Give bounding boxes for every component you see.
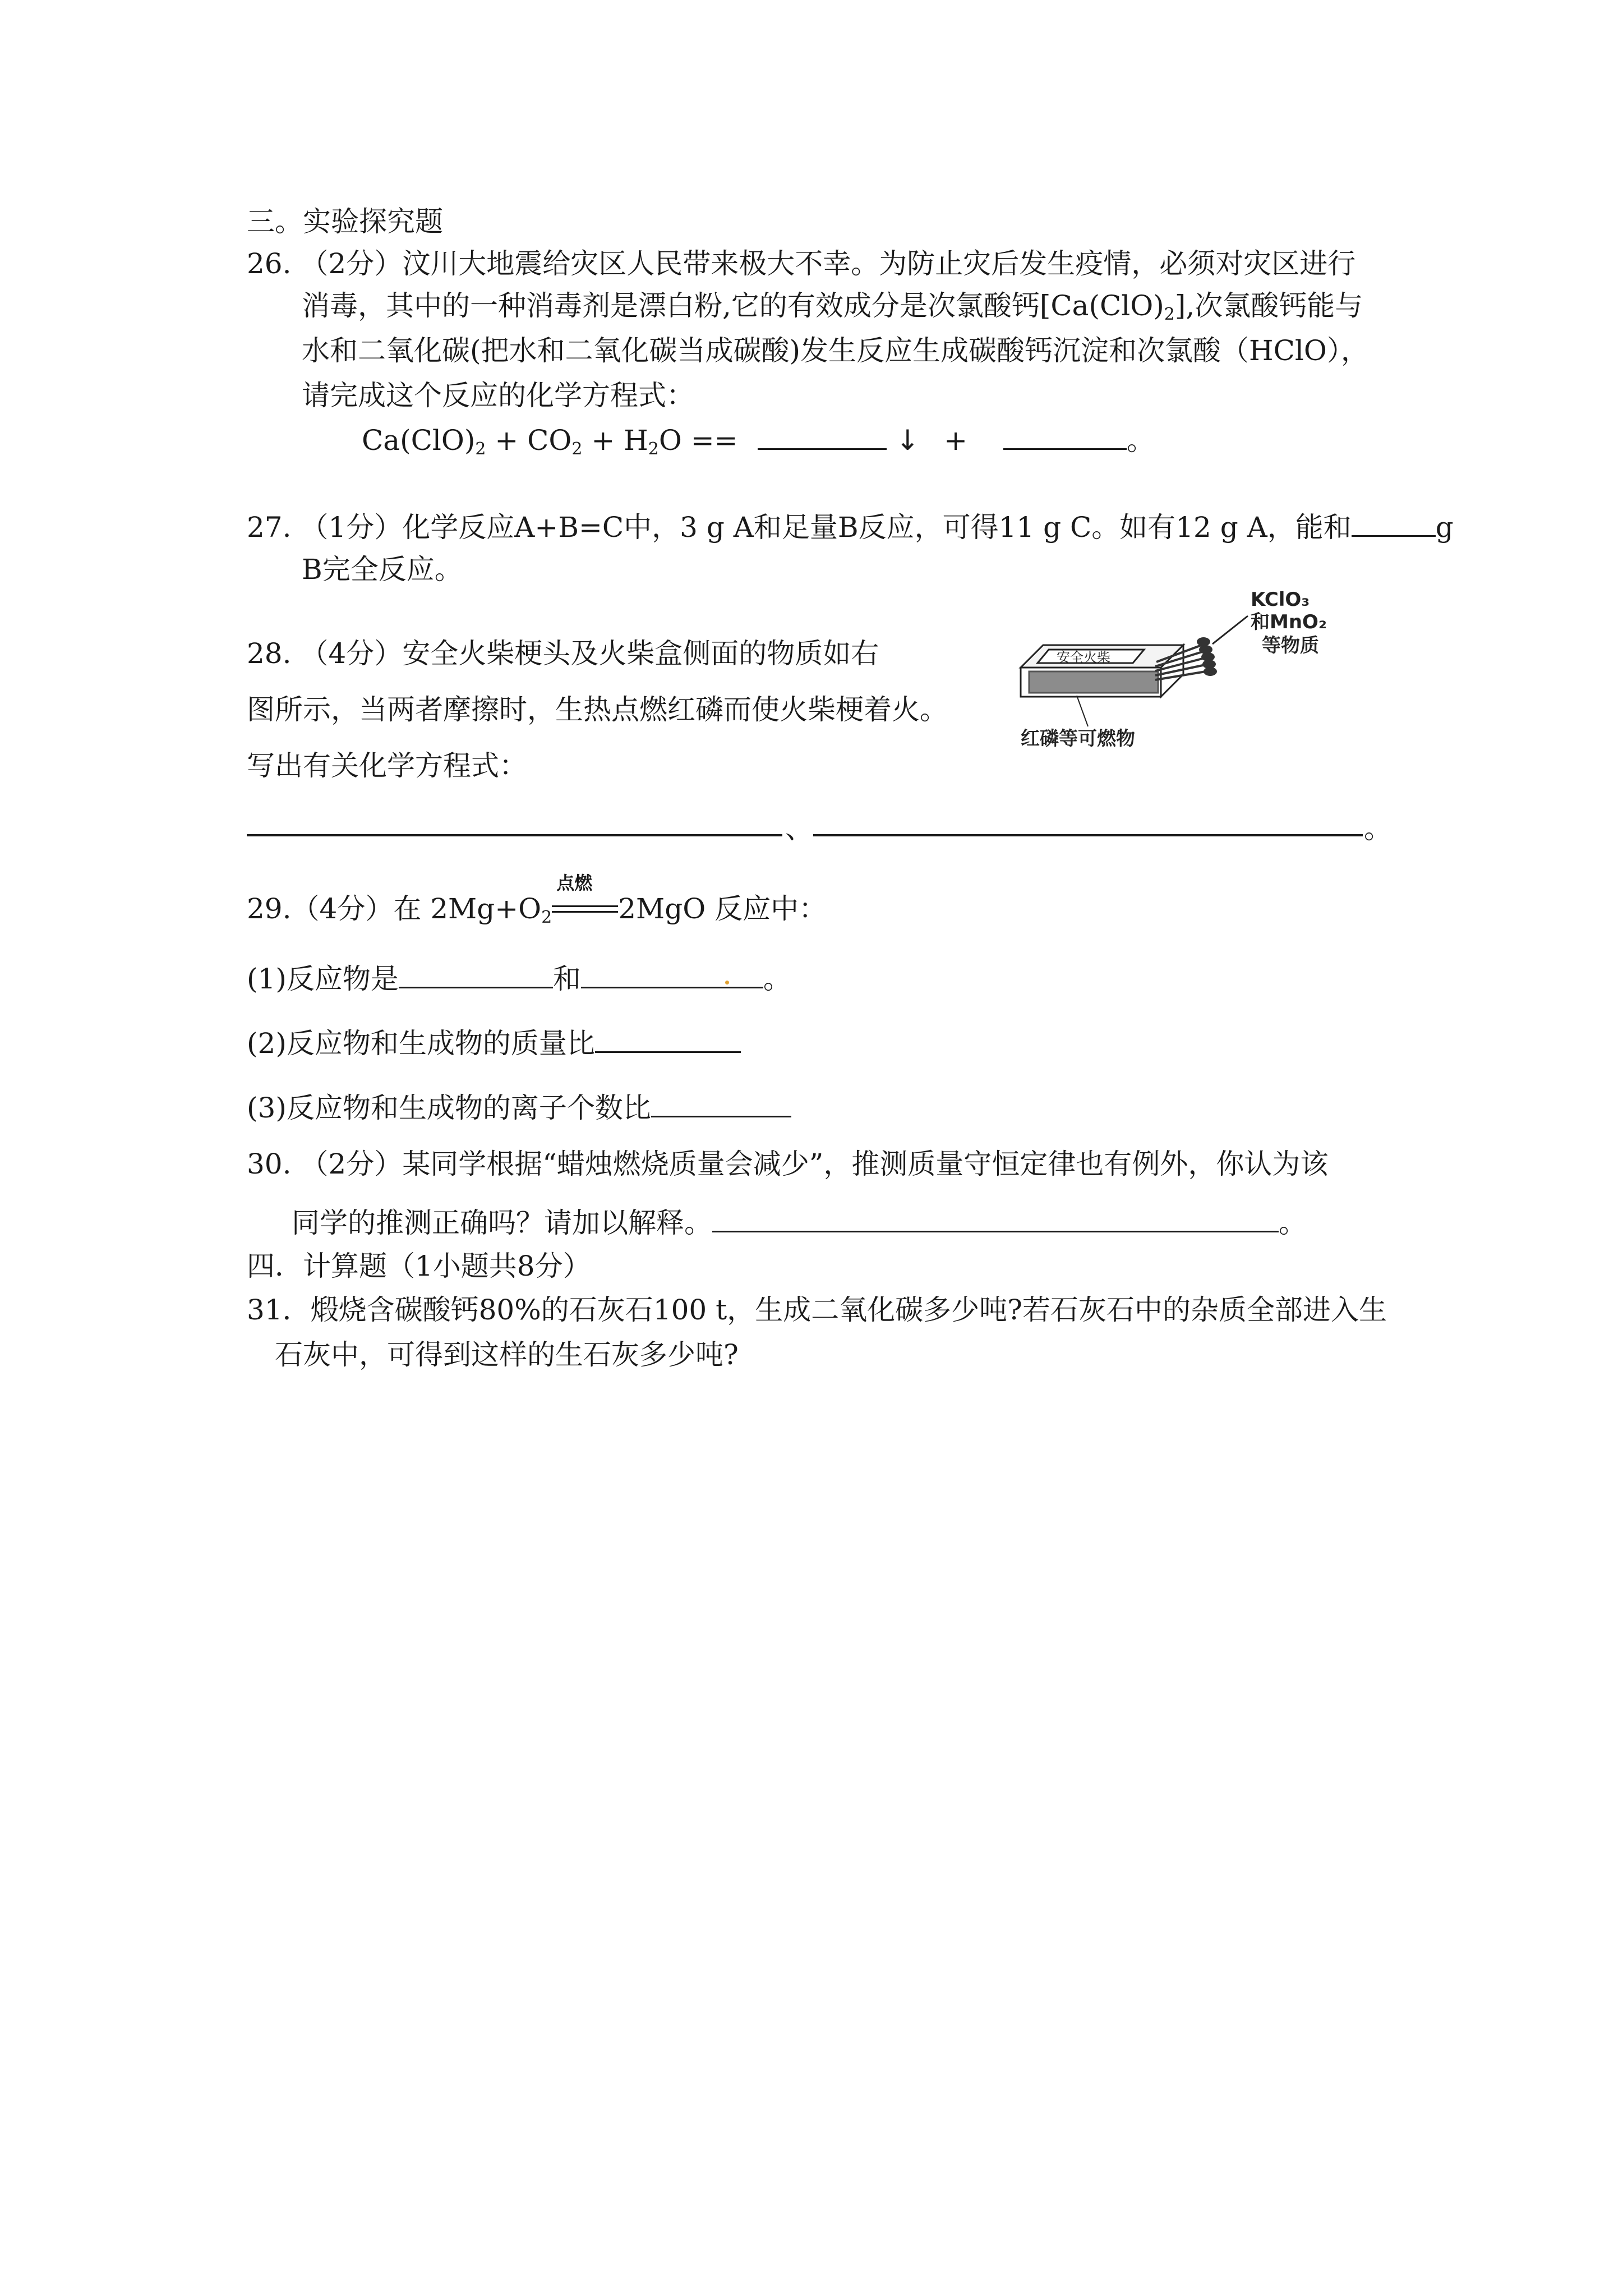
q29-blank-mass-ratio[interactable] bbox=[595, 1027, 741, 1053]
q26-line4: 请完成这个反应的化学方程式： bbox=[302, 379, 694, 412]
reaction-condition: 点燃 bbox=[552, 900, 618, 922]
q28-answer-line-2[interactable] bbox=[813, 834, 1363, 836]
q27-blank[interactable] bbox=[1352, 510, 1436, 537]
q30-line2: 同学的推测正确吗？请加以解释。 。 bbox=[292, 1207, 1307, 1239]
q28-line3: 写出有关化学方程式： bbox=[247, 749, 527, 782]
q29-heading: 29.（4分）在 $2Mg+O_2$ 点燃 2MgO 反应中： bbox=[247, 872, 827, 927]
section-heading-calculation: 四．计算题（1小题共8分） bbox=[247, 1250, 591, 1282]
q29-item1: (1)反应物是 和 。 bbox=[247, 963, 791, 995]
q28-separator: 、 bbox=[785, 812, 813, 845]
q31-line1: 31．煅烧含碳酸钙80%的石灰石100 t，生成二氧化碳多少吨?若石灰石中的杂质全部进入生 bbox=[247, 1294, 1387, 1326]
q26-line3: 水和二氧化碳(把水和二氧化碳当成碳酸)发生反应生成碳酸钙沉淀和次氯酸（HClO）， bbox=[302, 334, 1369, 367]
callout-mno2: 和MnO₂ bbox=[1251, 611, 1327, 633]
q30-line1: 30. （2分）某同学根据“蜡烛燃烧质量会减少”，推测质量守恒定律也有例外，你认为该 bbox=[247, 1148, 1329, 1180]
q29-blank-reactant2[interactable] bbox=[581, 962, 763, 988]
period: 。 bbox=[1126, 424, 1155, 457]
plus-sign: + bbox=[944, 424, 968, 457]
orange-dot-mark bbox=[725, 981, 729, 984]
section-heading-experiment: 三。实验探究题 bbox=[247, 205, 443, 238]
q29-item2: (2)反应物和生成物的质量比 bbox=[247, 1027, 741, 1057]
q26-blank-acid[interactable] bbox=[1003, 424, 1127, 450]
q29-blank-reactant1[interactable] bbox=[399, 962, 553, 988]
q27-line2: B完全反应。 bbox=[302, 553, 463, 586]
q28-line2: 图所示，当两者摩擦时，生热点燃红磷而使火柴梗着火。 bbox=[247, 693, 948, 726]
q26-line1: 26. （2分）汶川大地震给灾区人民带来极大不幸。为防止灾后发生疫情，必须对灾区进行 bbox=[247, 247, 1356, 280]
q31-line2: 石灰中，可得到这样的生石灰多少吨? bbox=[275, 1338, 739, 1371]
match-box-figure bbox=[1009, 583, 1357, 757]
q27-line1: 27. （1分）化学反应A+B=C中，3 g A和足量B反应，可得11 g C。如有12 g A，能和 g bbox=[247, 511, 1454, 544]
q28-line1: 28. （4分）安全火柴梗头及火柴盒侧面的物质如右 bbox=[247, 637, 879, 670]
callout-substances: 等物质 bbox=[1262, 634, 1319, 657]
q26-line2: 消毒，其中的一种消毒剂是漂白粉,它的有效成分是次氯酸钙$[Ca(ClO)_2]$,次氯酸钙能与 bbox=[302, 289, 1363, 324]
q29-blank-ion-ratio[interactable] bbox=[651, 1091, 791, 1117]
callout-kclo3: KClO₃ bbox=[1251, 588, 1310, 611]
q30-blank-explanation[interactable] bbox=[712, 1206, 1279, 1232]
q28-answer-line-1[interactable] bbox=[247, 834, 782, 836]
callout-red-phosphorus: 红磷等可燃物 bbox=[1021, 728, 1135, 750]
q29-item3: (3)反应物和生成物的离子个数比 bbox=[247, 1091, 791, 1122]
match-box-label: 安全火柴 bbox=[1057, 650, 1110, 665]
q26-blank-precipitate[interactable] bbox=[758, 424, 887, 450]
q26-equation: $Ca(ClO)_2 + CO_2 + H_2O$ == ↓ + 。 bbox=[362, 424, 1155, 459]
down-arrow-icon: ↓ bbox=[896, 424, 920, 457]
q28-end: 。 bbox=[1364, 812, 1392, 845]
